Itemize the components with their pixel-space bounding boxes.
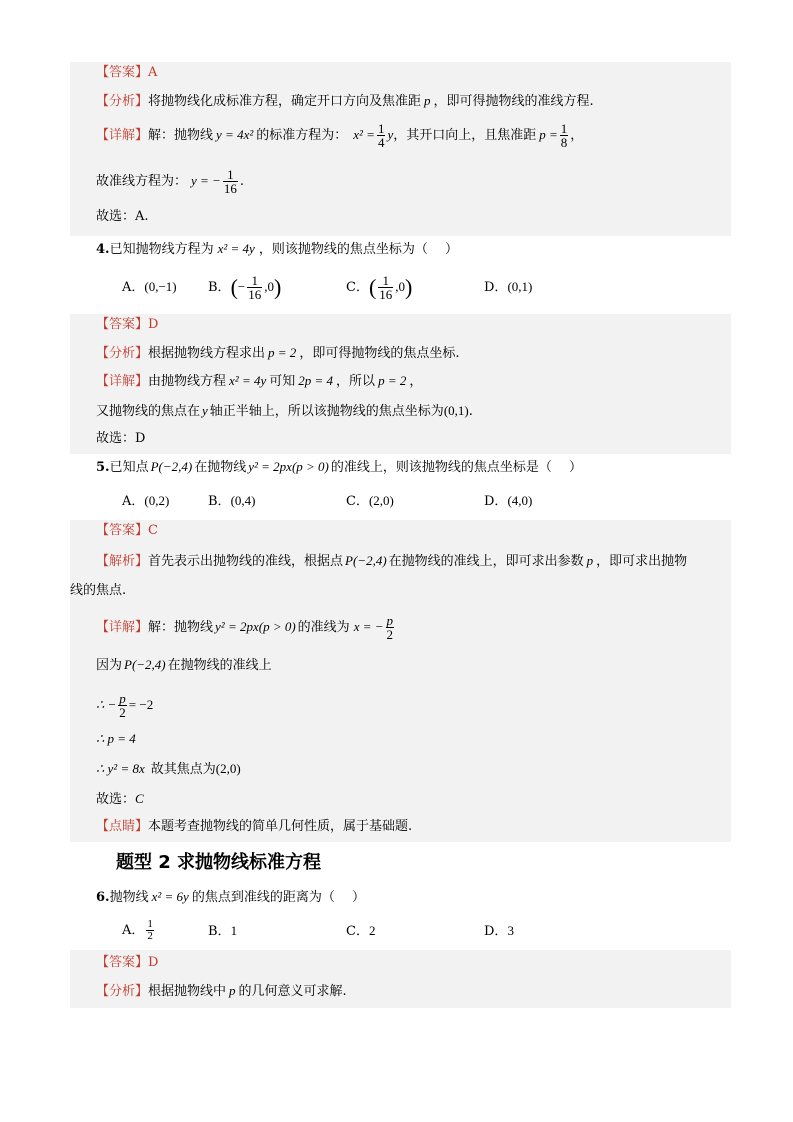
option-label: C． bbox=[346, 280, 369, 295]
fraction-numerator: 1 bbox=[382, 273, 390, 288]
answer-value: A bbox=[148, 65, 158, 80]
math-point: (0,1) bbox=[443, 403, 469, 418]
math-sign: − bbox=[237, 279, 246, 294]
question-number: 6. bbox=[96, 890, 110, 905]
detail-line bbox=[96, 372, 422, 391]
because-line bbox=[96, 656, 272, 675]
math-eq: ∴ y² = 8x bbox=[96, 761, 145, 776]
option-label: B． bbox=[208, 924, 231, 939]
option-label: D． bbox=[484, 924, 508, 939]
detail-text: 轴正半轴上，所以该抛物线的焦点坐标为 bbox=[209, 404, 444, 419]
fraction-denominator: 16 bbox=[248, 287, 262, 302]
fraction-denominator: 2 bbox=[119, 705, 126, 720]
fraction-numerator: 1 bbox=[147, 918, 153, 930]
math-var: p bbox=[586, 553, 594, 568]
option-d bbox=[484, 492, 532, 511]
therefore-line-3 bbox=[96, 760, 241, 779]
fraction-numerator: 1 bbox=[251, 273, 258, 288]
fraction bbox=[247, 274, 262, 301]
analysis-line-2 bbox=[70, 582, 126, 600]
detail-text: 的准线为 bbox=[297, 620, 350, 635]
choose-text: 故选：D bbox=[96, 431, 146, 446]
analysis-tag: 【分析】 bbox=[96, 346, 149, 361]
fraction bbox=[118, 692, 127, 719]
answer-value: D bbox=[148, 955, 159, 970]
analysis-tag: 【分析】 bbox=[96, 984, 149, 999]
option-b bbox=[208, 922, 237, 941]
option-d bbox=[484, 922, 514, 941]
answer-line bbox=[96, 316, 158, 334]
answer-tag: 【答案】 bbox=[96, 317, 149, 332]
option-c: C．( $\frac{1}{16}$ ,0) bbox=[346, 273, 413, 302]
answer-value: C bbox=[148, 523, 158, 538]
detail-text: 又抛物线的焦点在 bbox=[96, 404, 201, 419]
answer-tag: 【答案】 bbox=[96, 955, 149, 970]
math-eq: 2p = 4 bbox=[298, 373, 334, 388]
option-label: B． bbox=[208, 494, 231, 509]
question-text: 已知抛物线方程为 bbox=[109, 242, 214, 257]
question-text: 的焦点到准线的距离为（ ） bbox=[191, 890, 365, 905]
option-a bbox=[122, 492, 169, 511]
option-value: (0,1) bbox=[507, 279, 533, 294]
option-a bbox=[122, 914, 156, 948]
math-eq: x² = 4y bbox=[217, 241, 255, 256]
fraction bbox=[223, 168, 238, 195]
analysis-text: 根据抛物线中 bbox=[148, 984, 227, 999]
detail-text: 由抛物线方程 bbox=[148, 374, 227, 389]
option-label: C． bbox=[346, 494, 369, 509]
option-label: D． bbox=[484, 280, 508, 295]
option-label: A． bbox=[122, 494, 145, 509]
focus-line bbox=[96, 402, 473, 421]
detail-text: ，其开口向上，且焦准距 bbox=[393, 128, 537, 143]
math-eq: p = 2 bbox=[378, 373, 407, 388]
fraction-numerator: p bbox=[386, 613, 394, 628]
analysis-text: 线的焦点. bbox=[70, 583, 127, 598]
math-var: p bbox=[229, 983, 236, 998]
option-c bbox=[346, 922, 375, 941]
option-label: C． bbox=[346, 924, 369, 939]
choose-line bbox=[96, 430, 145, 448]
question-6 bbox=[96, 888, 365, 907]
answer-tag: 【答案】 bbox=[96, 65, 149, 80]
analysis-line bbox=[96, 552, 687, 571]
question-number: 5. bbox=[96, 460, 110, 475]
detail-tag: 【详解】 bbox=[96, 374, 149, 389]
math-point: P(−2,4) bbox=[150, 459, 193, 474]
analysis-text: 的几何意义可求解. bbox=[238, 984, 347, 999]
comment-tag: 【点睛】 bbox=[96, 819, 149, 834]
math-eq: ∴ − bbox=[96, 697, 117, 712]
analysis-text: ，即可求出抛物 bbox=[596, 554, 688, 569]
choose-value: C bbox=[135, 791, 144, 806]
detail-text: ， bbox=[570, 128, 584, 143]
detail-text: ，所以 bbox=[336, 374, 376, 389]
question-number: 4. bbox=[96, 242, 110, 257]
math-eq: x² = 6y bbox=[151, 889, 189, 904]
math-eq: p = bbox=[539, 127, 558, 142]
fraction-numerator: 1 bbox=[560, 121, 568, 136]
option-b bbox=[208, 492, 255, 511]
fraction-denominator: 4 bbox=[377, 135, 385, 150]
detail-text: 可知 bbox=[269, 374, 296, 389]
fraction-denominator: 2 bbox=[147, 930, 153, 942]
analysis-text-end: ，即可得抛物线的准线方程. bbox=[433, 94, 594, 109]
fraction bbox=[560, 122, 569, 149]
detail-text: 的标准方程为： bbox=[256, 128, 348, 143]
math-eq: x² = 4y bbox=[229, 373, 267, 388]
math-var: y bbox=[202, 403, 208, 418]
detail-tag: 【详解】 bbox=[96, 620, 149, 635]
fraction bbox=[377, 122, 386, 149]
fraction bbox=[386, 614, 395, 641]
option-value: 3 bbox=[507, 923, 514, 938]
detail-text: 解：抛物线 bbox=[148, 620, 214, 635]
math-eq: y² = 2px(p > 0) bbox=[215, 619, 296, 634]
comment-text: 本题考查抛物线的简单几何性质，属于基础题. bbox=[148, 819, 413, 834]
choose-text: 故选：A. bbox=[96, 209, 149, 224]
therefore-line-1 bbox=[96, 686, 153, 724]
fraction-numerator: p bbox=[119, 691, 126, 706]
option-value: (0,2) bbox=[144, 493, 170, 508]
question-text: ，则该抛物线的焦点坐标为（ ） bbox=[258, 242, 458, 257]
answer-line bbox=[96, 64, 157, 82]
choose-line bbox=[96, 208, 149, 226]
detail-text: ， bbox=[409, 374, 423, 389]
detail-line bbox=[96, 118, 583, 152]
option-d bbox=[484, 278, 532, 297]
math-eq: y = 4x² bbox=[216, 127, 254, 142]
analysis-text: 首先表示出抛物线的准线，根据点 bbox=[148, 554, 344, 569]
math-point: P(−2,4) bbox=[124, 657, 166, 672]
answer-tag: 【答案】 bbox=[96, 523, 149, 538]
math-eq: p = 2 bbox=[268, 345, 297, 360]
detail-text: 故其焦点为 bbox=[150, 762, 216, 777]
fraction-denominator: 2 bbox=[386, 627, 394, 642]
math-var: y bbox=[387, 127, 394, 142]
option-value: 2 bbox=[368, 923, 376, 938]
answer-value: D bbox=[148, 317, 159, 332]
math-point: P(−2,4) bbox=[345, 553, 387, 568]
fraction bbox=[378, 274, 393, 301]
question-text: 已知点 bbox=[109, 460, 149, 475]
detail-tag: 【详解】 bbox=[96, 128, 149, 143]
analysis-text: 在抛物线的准线上，即可求出参数 bbox=[388, 554, 584, 569]
option-value: (0,4) bbox=[230, 493, 256, 508]
math-eq: x = − bbox=[353, 619, 384, 634]
analysis-tag: 【分析】 bbox=[96, 94, 149, 109]
choose-line bbox=[96, 790, 144, 809]
detail-text: . bbox=[239, 174, 244, 189]
analysis-line bbox=[96, 92, 594, 111]
option-label: A． bbox=[122, 923, 145, 938]
fraction-numerator: 1 bbox=[377, 121, 385, 136]
question-4 bbox=[96, 240, 458, 259]
question-text: 的准线上，则该抛物线的焦点坐标是（ ） bbox=[330, 460, 583, 475]
analysis-line bbox=[96, 344, 459, 363]
math-point: (2,0) bbox=[215, 761, 241, 776]
math-eq: = −2 bbox=[128, 697, 154, 712]
analysis-line bbox=[96, 982, 347, 1001]
option-value: ,0 bbox=[395, 279, 406, 294]
analysis-tag: 【解析】 bbox=[96, 554, 149, 569]
detail-text: 解：抛物线 bbox=[148, 128, 214, 143]
option-value: (0,−1) bbox=[144, 279, 177, 294]
math-eq: y = − bbox=[191, 173, 221, 188]
detail-text: . bbox=[468, 404, 473, 419]
option-value: 1 bbox=[230, 923, 238, 938]
math-var: p bbox=[424, 93, 431, 108]
option-label: D． bbox=[484, 494, 508, 509]
detail-text: 因为 bbox=[96, 658, 123, 673]
fraction bbox=[146, 919, 154, 942]
question-text: 抛物线 bbox=[109, 890, 149, 905]
directrix-line bbox=[96, 164, 244, 198]
option-value: (4,0) bbox=[507, 493, 533, 508]
option-value: (2,0) bbox=[368, 493, 394, 508]
therefore-line-2 bbox=[96, 730, 136, 749]
option-label: B． bbox=[208, 280, 231, 295]
analysis-text: 将抛物线化成标准方程，确定开口方向及焦准距 bbox=[148, 94, 422, 109]
option-label: A． bbox=[122, 280, 145, 295]
option-b: B．(− $\frac{1}{16}$ ,0) bbox=[208, 273, 282, 302]
comment-line bbox=[96, 818, 412, 836]
section-title: 题型 2 求抛物线标准方程 bbox=[116, 852, 322, 873]
option-value: ,0 bbox=[264, 279, 274, 294]
answer-line bbox=[96, 522, 158, 540]
detail-text: 故准线方程为： bbox=[96, 174, 188, 189]
question-text: 在抛物线 bbox=[194, 460, 247, 475]
choose-text: 故选： bbox=[96, 792, 136, 807]
option-c bbox=[346, 492, 394, 511]
detail-text: 在抛物线的准线上 bbox=[167, 658, 272, 673]
analysis-text: 根据抛物线方程求出 bbox=[148, 346, 266, 361]
fraction-denominator: 8 bbox=[560, 135, 568, 150]
question-5 bbox=[96, 458, 582, 477]
analysis-text: ，即可得抛物线的焦点坐标. bbox=[299, 346, 460, 361]
option-a bbox=[122, 278, 177, 297]
fraction-numerator: 1 bbox=[227, 167, 234, 182]
answer-line bbox=[96, 954, 158, 972]
fraction-denominator: 16 bbox=[379, 287, 393, 302]
math-eq: y² = 2px(p > 0) bbox=[248, 459, 329, 474]
math-eq: x² = bbox=[353, 127, 375, 142]
fraction-denominator: 16 bbox=[223, 181, 237, 196]
math-eq: ∴ p = 4 bbox=[96, 731, 136, 746]
detail-line bbox=[96, 608, 396, 646]
